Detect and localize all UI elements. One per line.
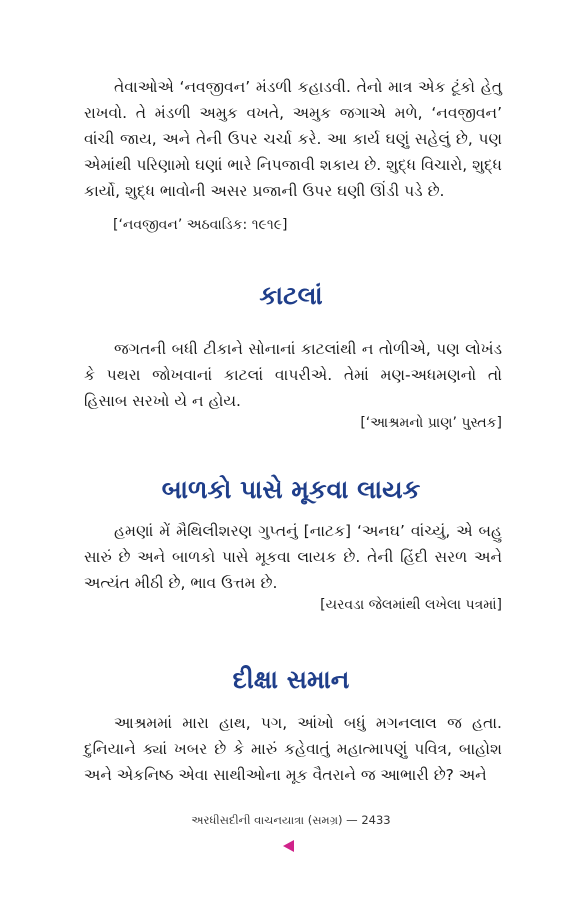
body-paragraph: તેવાઓએ ‘નવજીવન’ મંડળી કહાડવી. તેનો માત્ર એક ટૂંકો હેતુ રાખવો. તે મંડળી અમુક વખતે, અમુક જગાએ મળે, ‘નવજીવન’ વાંચી જાય, અને તેની ઉપર ચર્ચા કરે. આ કાર્ય ઘણું સહેલું છે, પણ એમાંથી પરિણામો ઘણાં ભારે નિપજાવી શકાય છે. શુદ્ધ વિચારો, શુદ્ધ કાર્યો, શુદ્ધ ભાવોની અસર પ્રજાની ઉપર ઘણી ઊંડી પડે છે. — [84, 78, 502, 200]
source-citation: [યરવડા જેલમાંથી લખેલા પત્રમાં] — [320, 597, 502, 613]
page-footer: અરધીસદીની વાચનયાત્રા (સમગ્ર) — 2433 — [191, 813, 391, 827]
section-heading: કાટલાં — [259, 281, 323, 310]
source-citation: [‘આશ્રમનો પ્રાણ’ પુસ્તક] — [360, 415, 502, 431]
body-paragraph: હમણાં મેં મૈથિલીશરણ ગુપ્તનું [નાટક] ‘અનઘ’ વાંચ્યું, એ બહુ સારું છે અને બાળકો પાસે મૂકવા લાયક છે. તેની હિંદી સરળ અને અત્યંત મીઠી છે, ભાવ ઉત્તમ છે. — [84, 522, 502, 592]
section-heading: દીક્ષા સમાન — [232, 665, 350, 694]
source-citation: [‘નવજીવન’ અઠવાડિક: ૧૯૧૯] — [113, 217, 288, 233]
body-paragraph: જગતની બધી ટીકાને સોનાનાં કાટલાંથી ન તોળીએ, પણ લોખંડ કે પથરા જોખવાનાં કાટલાં વાપરીએ. તેમાં મણ-અધમણનો તો હિસાબ સરખો યે ન હોય. — [84, 340, 502, 410]
body-paragraph: આશ્રમમાં મારા હાથ, પગ, આંખો બધું મગનલાલ જ હતા. દુનિયાને ક્યાં ખબર છે કે મારું કહેવાતું મહાત્માપણું પવિત્ર, બાહોશ અને એકનિષ્ઠ એવા સાથીઓના મૂક વૈતરાને જ આભારી છે? અને — [84, 714, 502, 784]
section-heading: બાળકો પાસે મૂકવા લાયક — [161, 475, 421, 504]
left-triangle-icon[interactable] — [283, 840, 294, 852]
